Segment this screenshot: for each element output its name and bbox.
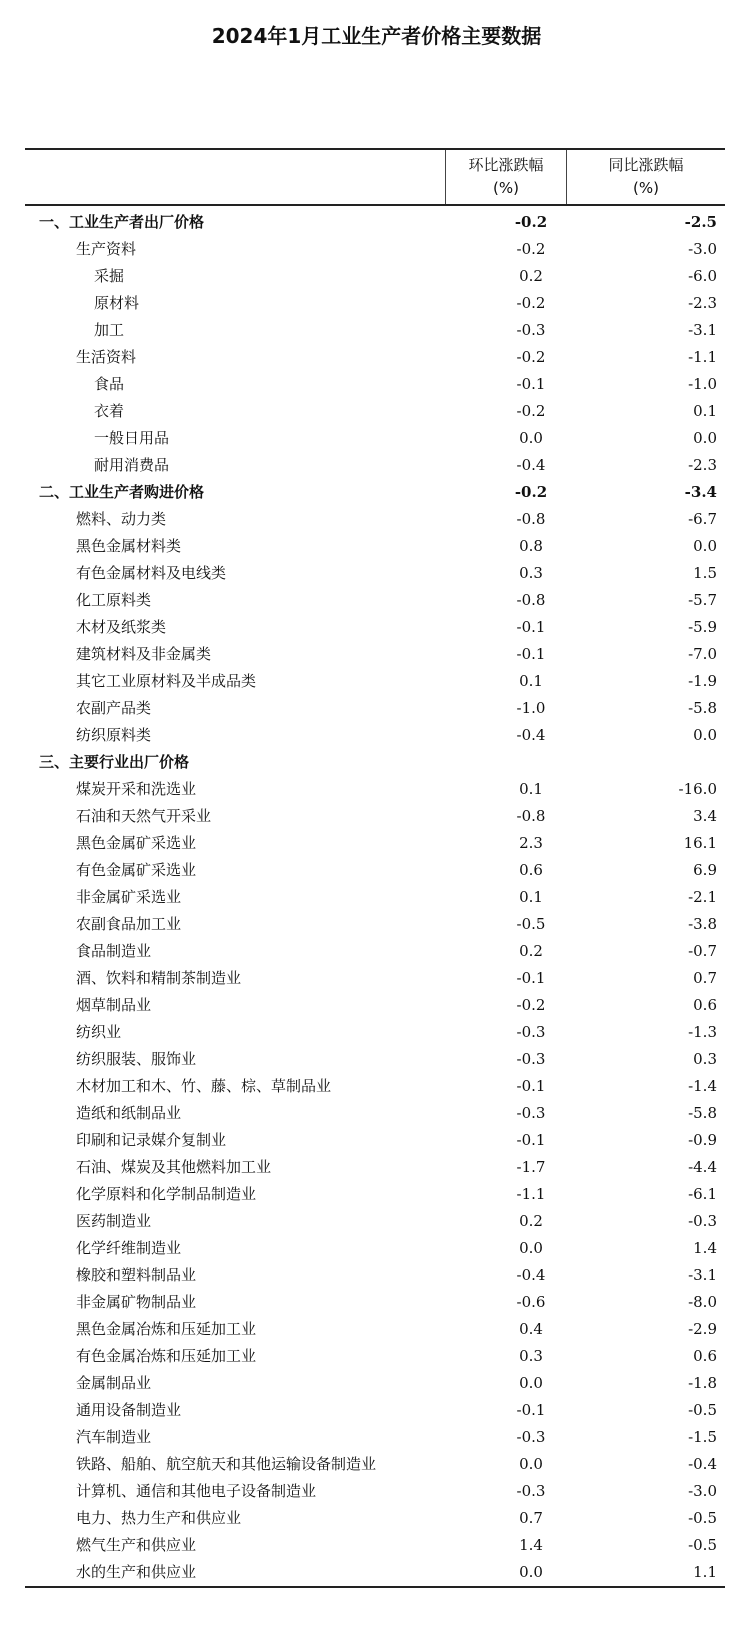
row-yoy-value: -1.9 <box>688 672 717 690</box>
row-label: 通用设备制造业 <box>76 1401 182 1419</box>
row-label: 黑色金属材料类 <box>76 537 182 555</box>
row-mom-value: -0.1 <box>516 375 546 393</box>
row-mom-value: -0.1 <box>516 618 546 636</box>
row-yoy-value: -1.4 <box>688 1077 717 1095</box>
row-mom-value: 0.3 <box>519 564 543 582</box>
row-yoy-value: -6.1 <box>688 1185 717 1203</box>
row-mom-value: -0.2 <box>516 348 546 366</box>
row-mom-value: -1.7 <box>516 1158 546 1176</box>
table-row <box>25 1181 725 1208</box>
row-yoy-value: -1.5 <box>688 1428 717 1446</box>
row-mom-value: 0.6 <box>519 861 543 879</box>
table-row <box>25 290 725 317</box>
row-mom-value: 0.7 <box>519 1509 543 1527</box>
table-row <box>25 1208 725 1235</box>
row-yoy-value: 0.3 <box>693 1050 717 1068</box>
row-yoy-value: -2.3 <box>688 294 717 312</box>
table-row <box>25 830 725 857</box>
row-yoy-value: -0.5 <box>688 1509 717 1527</box>
row-mom-value: -0.4 <box>516 1266 546 1284</box>
row-yoy-value: 0.0 <box>693 537 717 555</box>
row-yoy-value: 0.7 <box>693 969 717 987</box>
row-label: 化学原料和化学制品制造业 <box>76 1185 257 1203</box>
table-row <box>25 695 725 722</box>
row-yoy-value: 0.6 <box>693 1347 717 1365</box>
row-label: 化工原料类 <box>76 591 152 609</box>
table-row <box>25 209 725 236</box>
row-mom-value: 0.1 <box>519 672 543 690</box>
row-mom-value: -0.4 <box>516 456 546 474</box>
row-yoy-value: -5.7 <box>688 591 717 609</box>
table-row <box>25 236 725 263</box>
row-label: 燃气生产和供应业 <box>76 1536 197 1554</box>
table-row <box>25 641 725 668</box>
row-yoy-value: 16.1 <box>683 834 717 852</box>
row-label: 二、工业生产者购进价格 <box>39 483 205 501</box>
row-yoy-value: -2.3 <box>688 456 717 474</box>
row-yoy-value: -0.7 <box>688 942 717 960</box>
row-yoy-value: 1.5 <box>693 564 717 582</box>
row-mom-value: 0.2 <box>519 942 543 960</box>
table-row <box>25 1289 725 1316</box>
table-row <box>25 587 725 614</box>
row-label: 一般日用品 <box>94 429 170 447</box>
row-mom-value: -0.4 <box>516 726 546 744</box>
row-label: 非金属矿采选业 <box>76 888 182 906</box>
row-mom-value: -0.5 <box>516 915 546 933</box>
row-yoy-value: -0.3 <box>688 1212 717 1230</box>
row-mom-value: 0.2 <box>519 1212 543 1230</box>
row-yoy-value: -5.9 <box>688 618 717 636</box>
row-yoy-value: 0.0 <box>693 726 717 744</box>
row-label: 农副产品类 <box>76 699 152 717</box>
row-label: 一、工业生产者出厂价格 <box>39 213 205 231</box>
row-yoy-value: -3.1 <box>688 321 717 339</box>
row-yoy-value: -3.0 <box>688 240 717 258</box>
row-label: 纺织原料类 <box>76 726 152 744</box>
row-label: 食品制造业 <box>76 942 152 960</box>
row-mom-value: -0.8 <box>516 510 546 528</box>
table-row <box>25 1397 725 1424</box>
table-row <box>25 371 725 398</box>
row-label: 电力、热力生产和供应业 <box>76 1509 242 1527</box>
row-mom-value: 2.3 <box>519 834 543 852</box>
header-mom-unit: (%) <box>493 179 519 197</box>
row-mom-value: -0.1 <box>516 1077 546 1095</box>
row-label: 黑色金属冶炼和压延加工业 <box>76 1320 257 1338</box>
row-label: 衣着 <box>94 402 125 420</box>
row-label: 医药制造业 <box>76 1212 152 1230</box>
row-label: 酒、饮料和精制茶制造业 <box>76 969 242 987</box>
row-label: 木材加工和木、竹、藤、棕、草制品业 <box>76 1077 332 1095</box>
row-mom-value: -0.6 <box>516 1293 546 1311</box>
row-mom-value: -0.8 <box>516 591 546 609</box>
table-row <box>25 344 725 371</box>
row-yoy-value: -2.5 <box>684 213 717 231</box>
header-yoy <box>567 154 725 200</box>
row-yoy-value: -1.8 <box>688 1374 717 1392</box>
row-mom-value: -0.2 <box>514 483 548 501</box>
row-mom-value: 0.3 <box>519 1347 543 1365</box>
row-mom-value: -0.3 <box>516 1050 546 1068</box>
row-label: 黑色金属矿采选业 <box>76 834 197 852</box>
table-row <box>25 1127 725 1154</box>
row-yoy-value: 6.9 <box>693 861 717 879</box>
table-row <box>25 884 725 911</box>
row-label: 生产资料 <box>76 240 137 258</box>
row-yoy-value: -3.1 <box>688 1266 717 1284</box>
row-mom-value: -0.3 <box>516 1023 546 1041</box>
row-label: 农副食品加工业 <box>76 915 182 933</box>
row-mom-value: -0.1 <box>516 1401 546 1419</box>
table-row <box>25 1343 725 1370</box>
table-row <box>25 1046 725 1073</box>
row-label: 非金属矿物制品业 <box>76 1293 197 1311</box>
row-label: 石油和天然气开采业 <box>76 807 212 825</box>
row-label: 化学纤维制造业 <box>76 1239 182 1257</box>
table-row <box>25 560 725 587</box>
row-mom-value: 0.1 <box>519 780 543 798</box>
row-mom-value: -0.2 <box>516 996 546 1014</box>
row-label: 食品 <box>94 375 125 393</box>
table-row <box>25 722 725 749</box>
table-row <box>25 425 725 452</box>
table-row <box>25 1532 725 1559</box>
table-row <box>25 317 725 344</box>
table-body <box>25 209 725 1586</box>
row-mom-value: -0.2 <box>516 240 546 258</box>
row-label: 印刷和记录媒介复制业 <box>76 1131 227 1149</box>
row-yoy-value: -6.7 <box>688 510 717 528</box>
row-yoy-value: -1.1 <box>688 348 717 366</box>
row-mom-value: 0.1 <box>519 888 543 906</box>
row-label: 生活资料 <box>76 348 137 366</box>
table-row <box>25 803 725 830</box>
row-mom-value: -0.3 <box>516 1482 546 1500</box>
row-label: 有色金属冶炼和压延加工业 <box>76 1347 257 1365</box>
row-mom-value: 0.0 <box>519 1563 543 1581</box>
row-mom-value: -0.3 <box>516 1104 546 1122</box>
table-row <box>25 1073 725 1100</box>
row-mom-value: -0.1 <box>516 969 546 987</box>
row-yoy-value: -7.0 <box>688 645 717 663</box>
table-row <box>25 776 725 803</box>
row-label: 其它工业原材料及半成品类 <box>76 672 257 690</box>
row-mom-value: 0.0 <box>519 1455 543 1473</box>
row-label: 石油、煤炭及其他燃料加工业 <box>76 1158 272 1176</box>
row-yoy-value: -4.4 <box>688 1158 717 1176</box>
row-yoy-value: -8.0 <box>688 1293 717 1311</box>
table-row <box>25 506 725 533</box>
row-yoy-value: -5.8 <box>688 1104 717 1122</box>
row-label: 加工 <box>94 321 125 339</box>
row-mom-value: -1.0 <box>516 699 546 717</box>
table-row <box>25 1370 725 1397</box>
row-mom-value: -0.2 <box>516 294 546 312</box>
row-yoy-value: -0.5 <box>688 1401 717 1419</box>
row-label: 三、主要行业出厂价格 <box>39 753 190 771</box>
header-yoy-label: 同比涨跌幅 <box>608 156 684 174</box>
header-yoy-unit: (%) <box>633 179 659 197</box>
table-row <box>25 965 725 992</box>
row-mom-value: -1.1 <box>516 1185 546 1203</box>
table-row <box>25 938 725 965</box>
table-row <box>25 1019 725 1046</box>
row-mom-value: -0.8 <box>516 807 546 825</box>
row-yoy-value: -16.0 <box>678 780 717 798</box>
row-label: 燃料、动力类 <box>76 510 167 528</box>
row-mom-value: 0.2 <box>519 267 543 285</box>
row-label: 烟草制品业 <box>76 996 152 1014</box>
header-mom-label: 环比涨跌幅 <box>468 156 544 174</box>
table-row <box>25 263 725 290</box>
row-label: 纺织业 <box>76 1023 122 1041</box>
row-yoy-value: -1.0 <box>688 375 717 393</box>
row-mom-value: 0.0 <box>519 1239 543 1257</box>
row-label: 水的生产和供应业 <box>76 1563 197 1581</box>
row-mom-value: -0.3 <box>516 1428 546 1446</box>
table-row <box>25 1154 725 1181</box>
table-row <box>25 1505 725 1532</box>
row-yoy-value: -0.5 <box>688 1536 717 1554</box>
row-yoy-value: 1.1 <box>693 1563 717 1581</box>
table-row <box>25 1235 725 1262</box>
row-label: 煤炭开采和洗选业 <box>76 780 197 798</box>
table-row <box>25 1478 725 1505</box>
table-row <box>25 857 725 884</box>
table-row <box>25 398 725 425</box>
row-label: 建筑材料及非金属类 <box>76 645 212 663</box>
row-mom-value: 0.0 <box>519 429 543 447</box>
row-mom-value: 0.8 <box>519 537 543 555</box>
row-label: 汽车制造业 <box>76 1428 152 1446</box>
row-yoy-value: -3.0 <box>688 1482 717 1500</box>
row-mom-value: -0.1 <box>516 645 546 663</box>
table-row <box>25 1262 725 1289</box>
row-mom-value: 1.4 <box>519 1536 543 1554</box>
row-label: 橡胶和塑料制品业 <box>76 1266 197 1284</box>
row-mom-value: 0.0 <box>519 1374 543 1392</box>
row-yoy-value: -6.0 <box>688 267 717 285</box>
row-label: 金属制品业 <box>76 1374 152 1392</box>
row-yoy-value: 0.0 <box>693 429 717 447</box>
row-mom-value: -0.2 <box>516 402 546 420</box>
row-yoy-value: -2.1 <box>688 888 717 906</box>
table-bottom-rule <box>25 1586 725 1588</box>
table-row <box>25 1316 725 1343</box>
row-mom-value: -0.3 <box>516 321 546 339</box>
row-label: 原材料 <box>94 294 140 312</box>
row-yoy-value: -2.9 <box>688 1320 717 1338</box>
table-row <box>25 911 725 938</box>
row-yoy-value: 3.4 <box>693 807 717 825</box>
row-label: 计算机、通信和其他电子设备制造业 <box>76 1482 317 1500</box>
row-label: 木材及纸浆类 <box>76 618 167 636</box>
row-mom-value: -0.1 <box>516 1131 546 1149</box>
row-mom-value: 0.4 <box>519 1320 543 1338</box>
row-label: 纺织服装、服饰业 <box>76 1050 197 1068</box>
table-row <box>25 1100 725 1127</box>
row-yoy-value: -3.4 <box>684 483 717 501</box>
table-row <box>25 992 725 1019</box>
table-row <box>25 668 725 695</box>
row-mom-value: -0.2 <box>514 213 548 231</box>
table-row <box>25 614 725 641</box>
row-label: 有色金属矿采选业 <box>76 861 197 879</box>
table-row <box>25 479 725 506</box>
row-yoy-value: 1.4 <box>693 1239 717 1257</box>
row-yoy-value: -0.9 <box>688 1131 717 1149</box>
table-row <box>25 1424 725 1451</box>
header-mom <box>446 154 566 200</box>
table-row <box>25 533 725 560</box>
table-header <box>25 150 725 206</box>
row-label: 铁路、船舶、航空航天和其他运输设备制造业 <box>76 1455 377 1473</box>
row-yoy-value: 0.6 <box>693 996 717 1014</box>
row-yoy-value: 0.1 <box>693 402 717 420</box>
table-row <box>25 1451 725 1478</box>
table-row <box>25 749 725 776</box>
row-yoy-value: -0.4 <box>688 1455 717 1473</box>
row-label: 耐用消费品 <box>94 456 170 474</box>
table-row <box>25 1559 725 1586</box>
row-label: 造纸和纸制品业 <box>76 1104 182 1122</box>
price-table <box>25 148 725 1588</box>
row-label: 有色金属材料及电线类 <box>76 564 227 582</box>
row-yoy-value: -5.8 <box>688 699 717 717</box>
table-row <box>25 452 725 479</box>
row-yoy-value: -1.3 <box>688 1023 717 1041</box>
row-label: 采掘 <box>94 267 125 285</box>
row-yoy-value: -3.8 <box>688 915 717 933</box>
page-title: 2024年1月工业生产者价格主要数据 <box>211 24 542 48</box>
